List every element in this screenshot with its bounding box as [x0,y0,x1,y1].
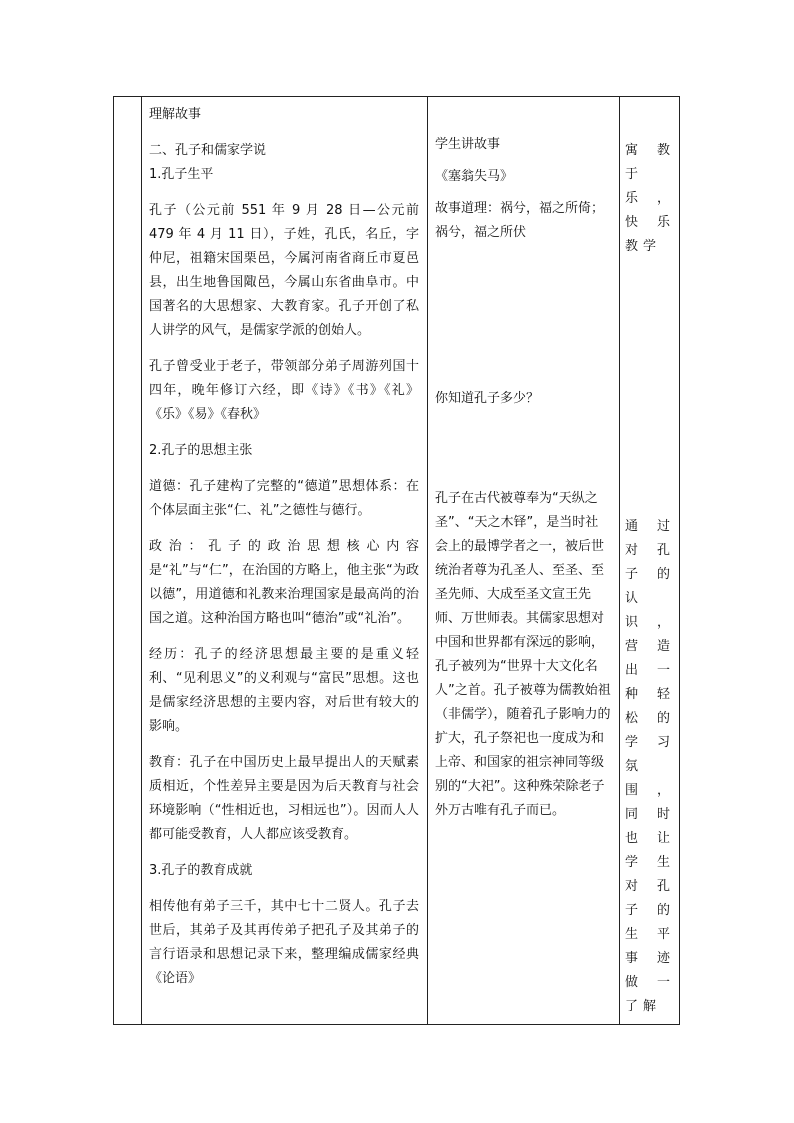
question-text: 你知道孔子多少？ [435,391,540,406]
understand-story-text: 理解故事 [149,107,202,122]
education-paragraph: 教育：孔子在中国历史上最早提出人的天赋素质相近，个性差异主要是因为后天教育与社会环境影响（“性相近也，习相远也”）。因而人人都可能受教育，人人都应该受教育。 [149,755,419,842]
six-classics-paragraph: 孔子曾受业于老子，带领部分弟子周游列国十四年，晚年修订六经，即《诗》《书》《礼》《乐》《易》《春秋》 [149,359,419,422]
student-activity-column [427,97,619,1024]
lesson-table [113,96,680,1025]
intent-upper-text: 寓教于乐，快乐教学 [625,143,675,254]
confucius-bio-paragraph: 孔子（公元前 551 年 9 月 28 日—公元前 479 年 4 月 11 日），子姓，孔氏，名丘，字仲尼，祖籍宋国栗邑，今属河南省商丘市夏邑县，出生地鲁国陬邑，今属山东省曲阜市。中国著名的大思想家、大教育家。孔子开创了私人讲学的风气，是儒家学派的创始人。 [149,203,419,338]
subsection-2-heading: 2.孔子的思想主张 [149,443,253,458]
politics-paragraph: 政治：孔子的政治思想核心内容是“礼”与“仁”，在治国的方略上，他主张“为政以德”，用道德和礼教来治理国家是最高尚的治国之道。这种治国方略也叫“德治”或“礼治”。 [149,539,419,626]
design-intent-column [619,97,681,1024]
empty-first-column [114,97,141,1024]
teaching-content-column [141,97,427,1024]
story-title: 《塞翁失马》 [435,169,514,184]
subsection-1-heading: 1.孔子生平 [149,167,214,182]
subsection-3-heading: 3.孔子的教育成就 [149,863,253,878]
confucius-answer-paragraph: 孔子在古代被尊奉为“天纵之圣”、“天之木铎”，是当时社会上的最博学者之一，被后世统治者尊为孔圣人、至圣、至圣先师、大成至圣文宣王先师、万世师表。其儒家思想对中国和世界都有深远的影响，孔子被列为“世界十大文化名人”之首。孔子被尊为儒教始祖（非儒学），随着孔子影响力的扩大，孔子祭祀也一度成为和上帝、和国家的祖宗神同等级别的“大祀”。这种殊荣除老子外万古唯有孔子而已。 [435,491,611,818]
student-story-text: 学生讲故事 [435,137,501,152]
education-achievement-paragraph: 相传他有弟子三千，其中七十二贤人。孔子去世后，其弟子及其再传弟子把孔子及其弟子的言行语录和思想记录下来，整理编成儒家经典《论语》 [149,899,419,986]
economics-paragraph: 经历：孔子的经济思想最主要的是重义轻利、“见利思义”的义利观与“富民”思想。这也是儒家经济思想的主要内容，对后世有较大的影响。 [149,647,419,734]
intent-lower-text: 通过对孔子的认识，营造出一种轻松的学习氛围，同时也让学生对孔子的生平事迹做一了解 [625,519,675,1014]
story-moral: 故事道理：祸兮，福之所倚；祸兮，福之所伏 [435,201,605,240]
section-two-heading: 二、孔子和儒家学说 [149,143,267,158]
morality-paragraph: 道德：孔子建构了完整的“德道”思想体系：在个体层面主张“仁、礼”之德性与德行。 [149,479,419,518]
